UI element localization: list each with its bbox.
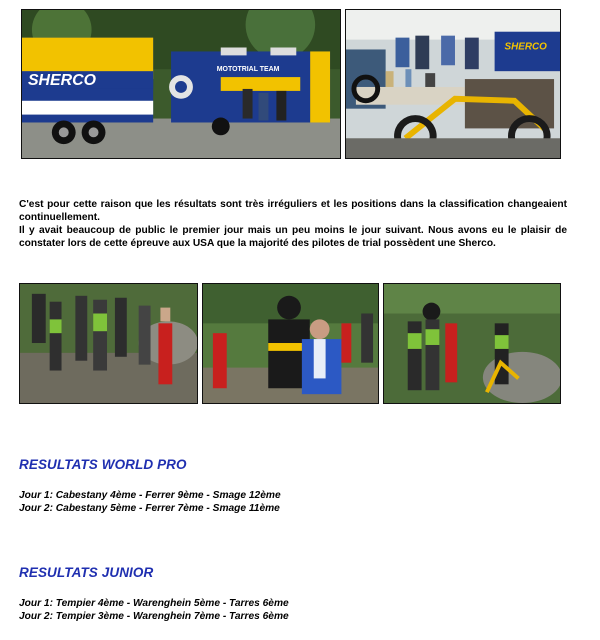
trailer-team-text: MOTOTRIAL TEAM (216, 66, 280, 74)
result-line-world-pro-day1: Jour 1: Cabestany 4ème - Ferrer 9ème - Smage 12ème (19, 490, 281, 501)
result-line-junior-day1: Jour 1: Tempier 4ème - Warenghein 5ème - Tarres 6ème (19, 598, 289, 609)
trailer-brand-text: SHERCO (27, 72, 96, 89)
result-line-world-pro-day2: Jour 2: Cabestany 5ème - Ferrer 7ème - Smage 11ème (19, 503, 280, 514)
paragraph-public-sherco: Il y avait beaucoup de public le premier jour mais un peu moins le jour suivant. Nous avons eu le plaisir de constater lors de cette épreuve aux USA que la majorité des pilotes de trial possèdent une Sherco. (19, 225, 567, 249)
photo-riders-portrait (202, 283, 379, 404)
photo-riders-group (19, 283, 198, 404)
photo-riders-action (383, 283, 561, 404)
photo-team-trailers (21, 9, 341, 159)
section-title-world-pro: RESULTATS WORLD PRO (19, 457, 187, 472)
result-line-junior-day2: Jour 2: Tempier 3ème - Warenghein 7ème - Tarres 6ème (19, 611, 289, 622)
workshop-banner-text: SHERCO (504, 41, 547, 53)
paragraph-results-irregular: C'est pour cette raison que les résultats sont très irréguliers et les positions dans la classification changeaient continuellement. (19, 199, 567, 223)
section-title-junior: RESULTATS JUNIOR (19, 565, 154, 580)
photo-workshop-tent (345, 9, 561, 159)
